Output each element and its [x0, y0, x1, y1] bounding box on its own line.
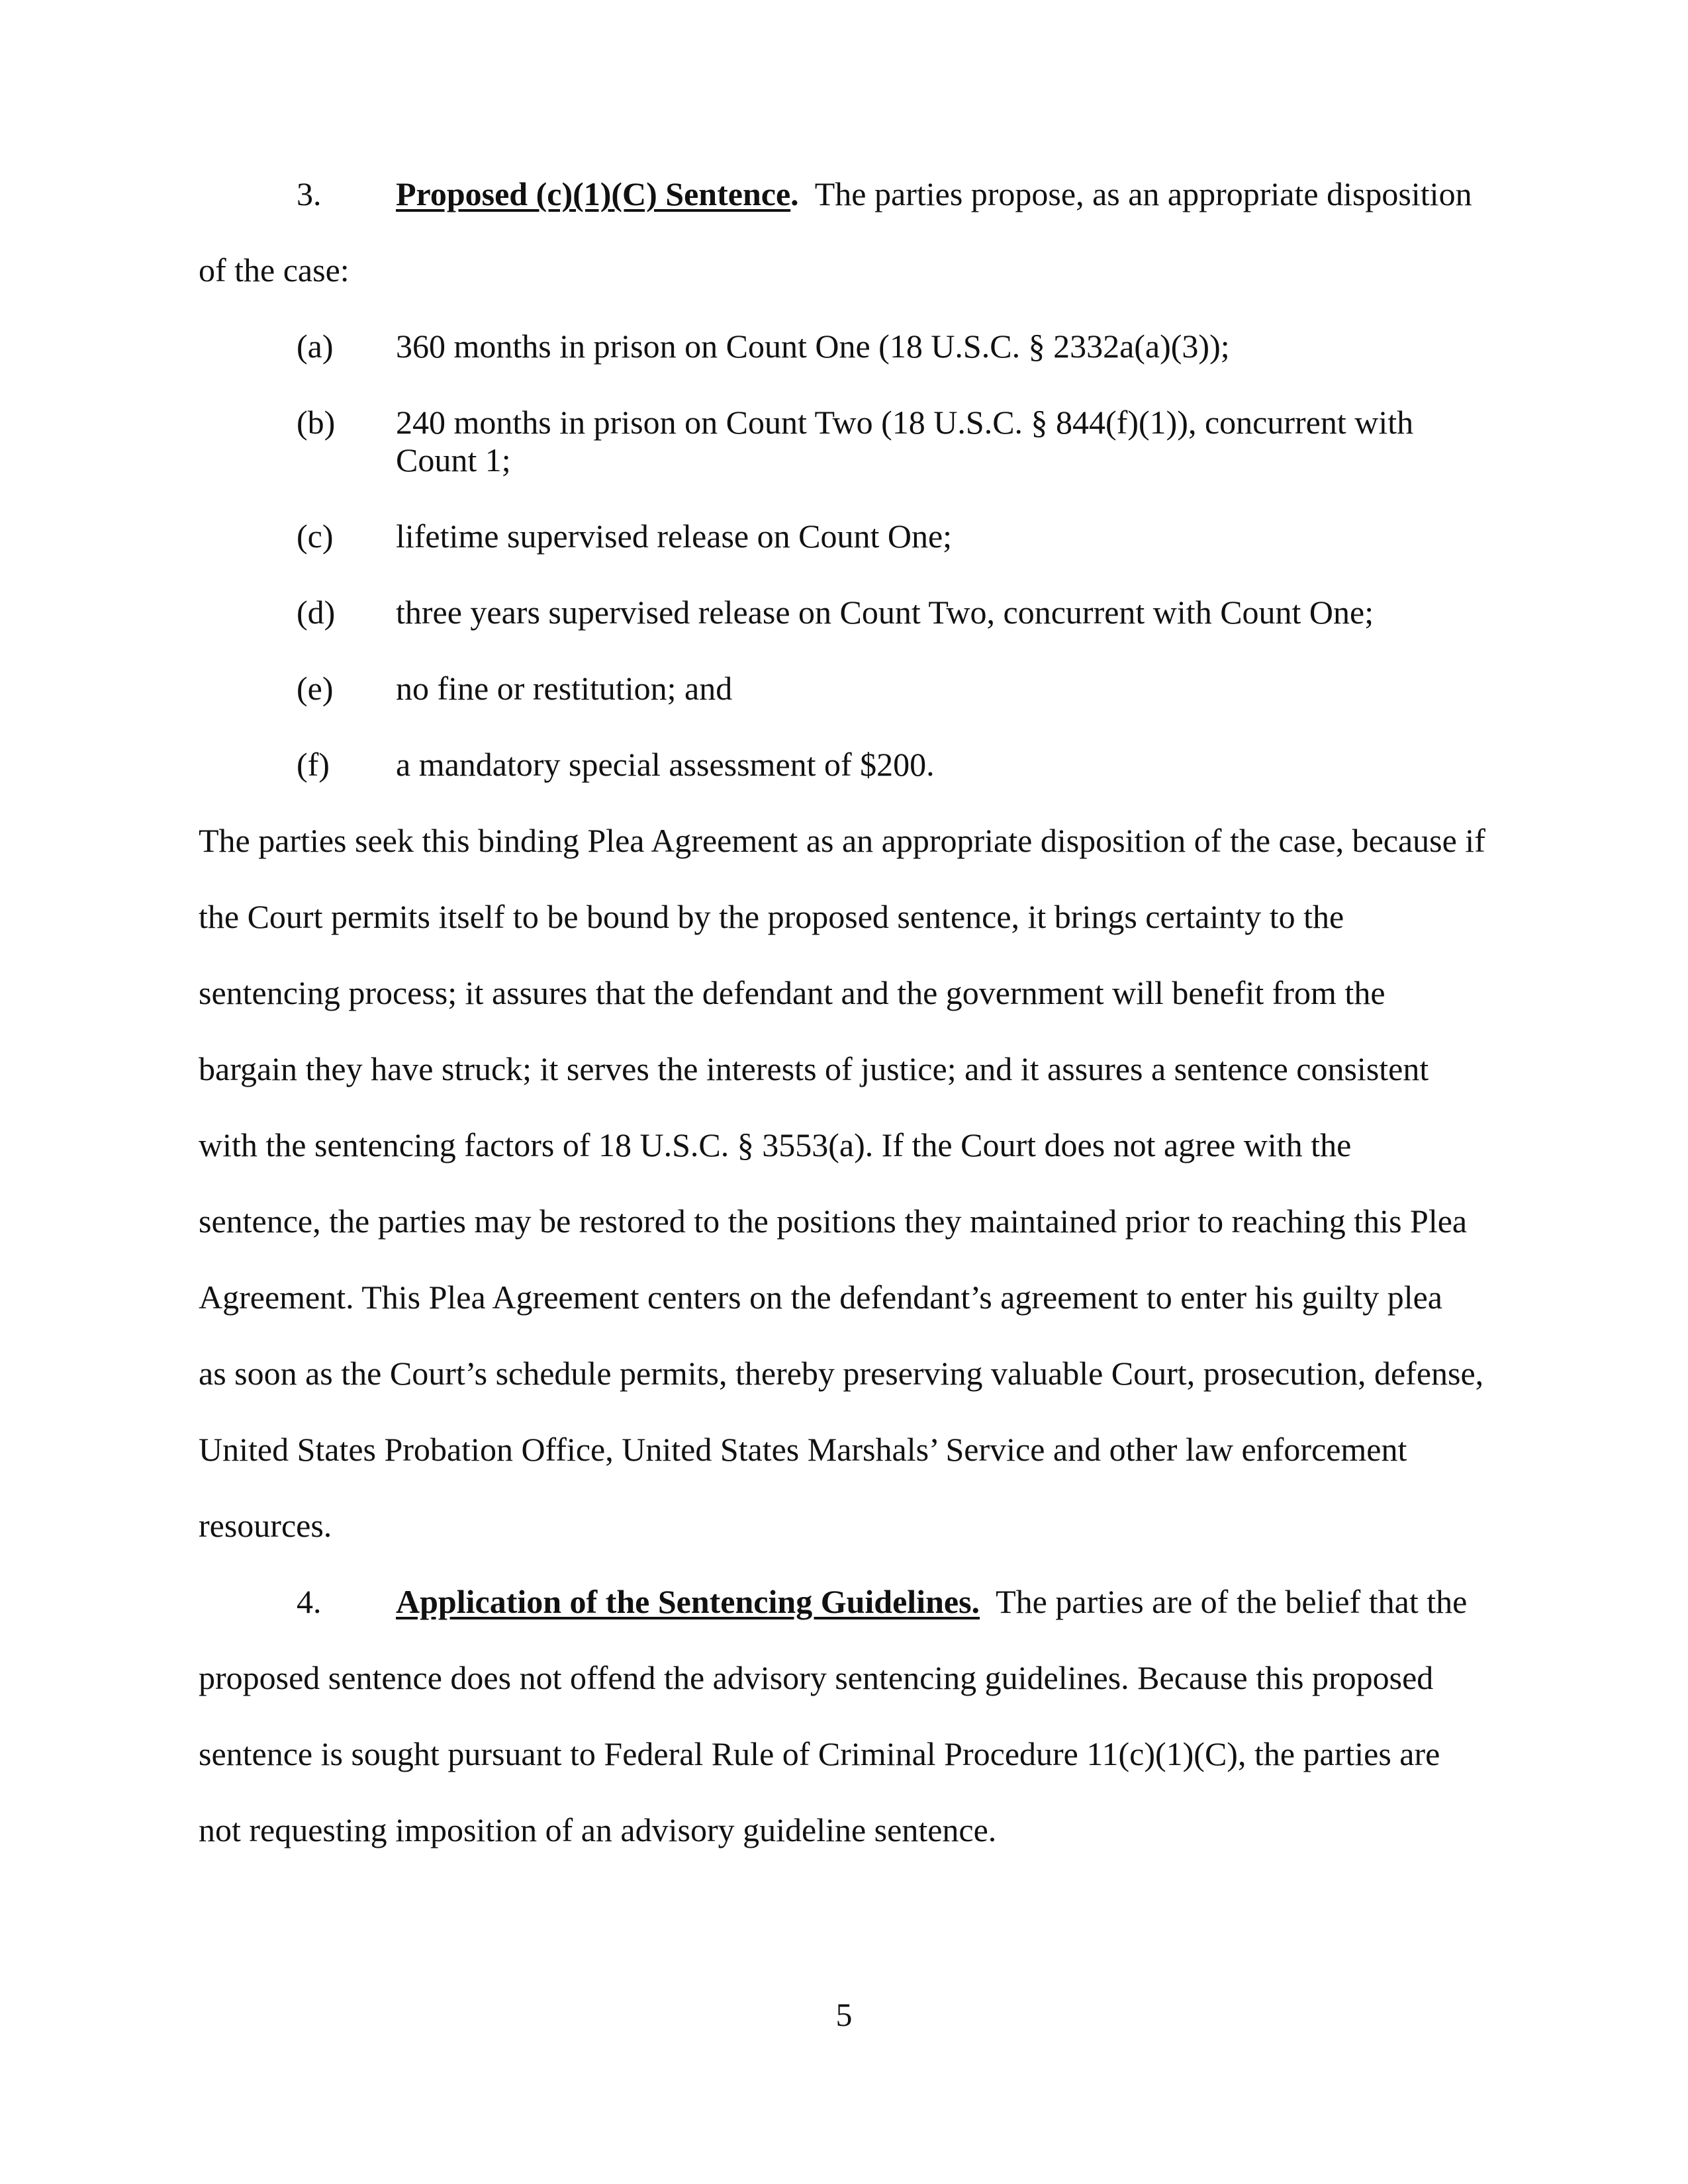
- section-3-heading-line: [396, 177, 1472, 210]
- item-text-continued: Count 1;: [396, 441, 511, 478]
- paragraph-line: resources.: [199, 1507, 332, 1544]
- section-4-heading-line: [396, 1585, 1467, 1618]
- item-label: (d): [297, 594, 336, 631]
- section-3-heading: Proposed (c)(1)(C) Sentence: [396, 175, 791, 212]
- paragraph-line: sentencing process; it assures that the defendant and the government will benefit from the: [199, 974, 1385, 1011]
- paragraph-line: proposed sentence does not offend the advisory sentencing guidelines. Because this proposed: [199, 1659, 1434, 1696]
- item-text: 240 months in prison on Count Two (18 U.S.C. § 844(f)(1)), concurrent with: [396, 404, 1414, 441]
- paragraph-line: United States Probation Office, United States Marshals’ Service and other law enforcement: [199, 1431, 1407, 1468]
- section-3-heading-period: .: [790, 175, 799, 212]
- item-label: (e): [297, 670, 334, 707]
- paragraph-line: bargain they have struck; it serves the interests of justice; and it assures a sentence consistent: [199, 1050, 1429, 1087]
- item-text: no fine or restitution; and: [396, 670, 733, 707]
- paragraph-line: Agreement. This Plea Agreement centers on the defendant’s agreement to enter his guilty plea: [199, 1279, 1443, 1316]
- paragraph-line: the Court permits itself to be bound by the proposed sentence, it brings certainty to the: [199, 898, 1344, 935]
- section-3-intro: The parties propose, as an appropriate disposition: [814, 175, 1472, 212]
- item-label: (c): [297, 518, 334, 555]
- item-text: a mandatory special assessment of $200.: [396, 746, 935, 783]
- paragraph-line: with the sentencing factors of 18 U.S.C. § 3553(a). If the Court does not agree with the: [199, 1126, 1352, 1163]
- item-text: lifetime supervised release on Count One;: [396, 518, 953, 555]
- item-text: 360 months in prison on Count One (18 U.S.C. § 2332a(a)(3));: [396, 328, 1230, 365]
- paragraph-line: The parties seek this binding Plea Agreement as an appropriate disposition of the case, because if: [199, 822, 1485, 859]
- section-3-number: 3.: [297, 175, 322, 212]
- section-3-intro-continued: of the case:: [199, 251, 350, 289]
- item-text: three years supervised release on Count Two, concurrent with Count One;: [396, 594, 1374, 631]
- paragraph-line: sentence, the parties may be restored to the positions they maintained prior to reaching this Plea: [199, 1203, 1468, 1240]
- paragraph-line: sentence is sought pursuant to Federal Rule of Criminal Procedure 11(c)(1)(C), the parties are: [199, 1735, 1440, 1772]
- section-4-number: 4.: [297, 1583, 322, 1620]
- paragraph-line: not requesting imposition of an advisory guideline sentence.: [199, 1811, 997, 1848]
- section-4-intro: The parties are of the belief that the: [996, 1583, 1468, 1620]
- item-label: (a): [297, 328, 334, 365]
- page-number: 5: [835, 1996, 853, 2033]
- paragraph-line: as soon as the Court’s schedule permits, thereby preserving valuable Court, prosecution, defense,: [199, 1355, 1484, 1392]
- item-label: (f): [297, 746, 330, 783]
- item-label: (b): [297, 404, 336, 441]
- section-4-heading: Application of the Sentencing Guidelines.: [396, 1583, 980, 1620]
